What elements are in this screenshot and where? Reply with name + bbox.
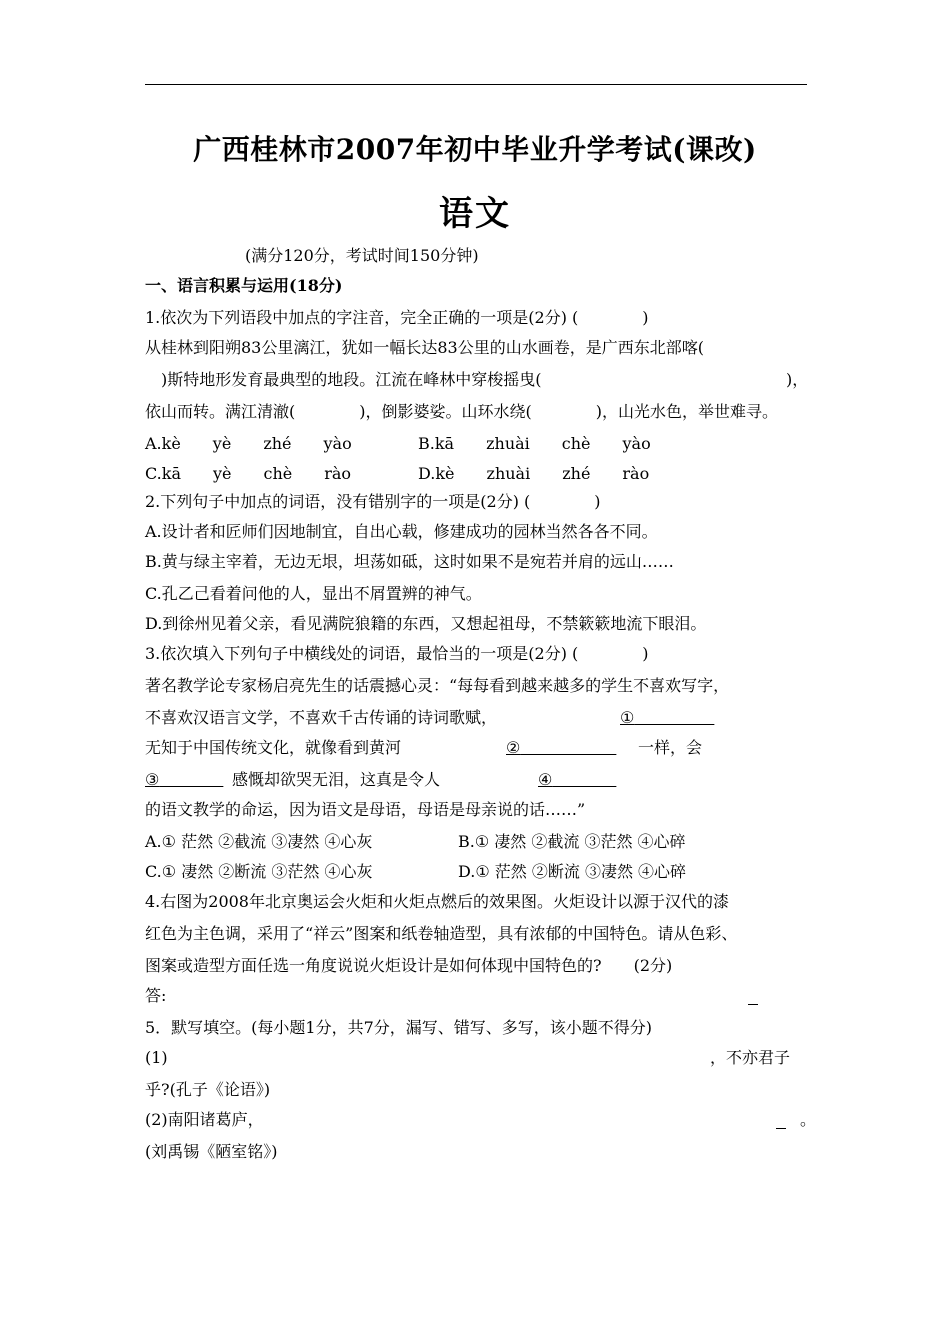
q5-item1-line2: 乎?(孔子《论语》) [145, 1080, 271, 1099]
q1-passage-line2-end: )， [786, 370, 809, 389]
q3-blank-2 [506, 738, 616, 758]
top-rule [145, 84, 807, 85]
q4-line3: 图案或造型方面任选一角度说说火炬设计是如何体现中国特色的? (2分) [145, 956, 673, 975]
q5-item1-number: (1) [145, 1048, 168, 1067]
q3-option-b: B.① 凄然 ②截流 ③茫然 ④心碎 [458, 832, 686, 851]
q4-answer-label: 答: [145, 986, 167, 1005]
q1-passage-line1: 从桂林到阳朔83公里漓江，犹如一幅长达83公里的山水画卷，是广西东北部喀( [145, 338, 704, 357]
q3-passage-line3-tail: 一样，会 [638, 738, 703, 757]
q1-stem: 1.依次为下列语段中加点的字注音，完全正确的一项是(2分) ( ) [145, 308, 649, 327]
section1-heading: 一、语言积累与运用(18分) [145, 276, 343, 295]
q3-option-c: C.① 凄然 ②断流 ③茫然 ④心灰 [145, 862, 373, 881]
q1-option-d: D.kè zhuài zhé rào [418, 464, 650, 483]
q2-stem: 2.下列句子中加点的词语，没有错别字的一项是(2分) ( ) [145, 492, 601, 511]
q3-blank-1 [620, 708, 714, 728]
q5-item2-blank[interactable] [776, 1110, 786, 1129]
exam-subject: 语文 [439, 194, 511, 234]
q1-passage-line2 [145, 370, 542, 390]
q3-blank-3-label: ③ [145, 770, 160, 789]
q3-blank-3 [145, 770, 223, 790]
q3-passage-line2: 不喜欢汉语言文学，不喜欢千古传诵的诗词歌赋， [145, 708, 498, 727]
exam-info: (满分120分，考试时间150分钟) [245, 246, 479, 265]
q5-item1-tail: ，不亦君子 [710, 1048, 791, 1067]
q2-option-d: D.到徐州见着父亲，看见满院狼籍的东西，又想起祖母，不禁簌簌地流下眼泪。 [145, 614, 707, 633]
q3-option-a: A.① 茫然 ②截流 ③凄然 ④心灰 [145, 832, 373, 851]
q3-option-d: D.① 茫然 ②断流 ③凄然 ④心碎 [458, 862, 687, 881]
q3-passage-line3: 无知于中国传统文化，就像看到黄河 [145, 738, 402, 757]
q3-blank-1-label: ① [620, 708, 635, 727]
q2-option-a: A.设计者和匠师们因地制宜，自出心载，修建成功的园林当然各各不同。 [145, 522, 658, 541]
q1-passage-line2-text: )斯特地形发育最典型的地段。江流在峰林中穿梭摇曳( [145, 370, 542, 389]
q5-stem: 5．默写填空。(每小题1分，共7分，漏写、错写、多写，该小题不得分) [145, 1018, 653, 1037]
q5-item2-tail: 。 [800, 1110, 817, 1129]
q1-passage-line3: 依山而转。满江清澈( )，倒影婆娑。山环水绕( )，山光水色，举世难寻。 [145, 402, 778, 421]
q1-option-a: A.kè yè zhé yào [145, 434, 352, 453]
q3-passage-line5: 的语文教学的命运，因为语文是母语，母语是母亲说的话……” [145, 800, 586, 819]
q1-option-c: C.kā yè chè rào [145, 464, 352, 483]
exam-title: 广西桂林市2007年初中毕业升学考试(课改) [193, 133, 757, 166]
q3-blank-2-label: ② [506, 738, 521, 757]
q4-answer-blank[interactable] [748, 986, 758, 1005]
q2-option-c: C.孔乙己看着问他的人，显出不屑置辨的神气。 [145, 584, 482, 603]
q2-option-b: B.黄与绿主宰着，无边无垠，坦荡如砥，这时如果不是宛若并肩的远山…… [145, 552, 674, 571]
q5-item2-line2: (刘禹锡《陋室铭》) [145, 1142, 278, 1161]
q3-passage-line4: 感慨却欲哭无泪，这真是令人 [232, 770, 441, 789]
q3-blank-4 [538, 770, 616, 790]
q5-item2-head: (2)南阳诸葛庐， [145, 1110, 264, 1129]
q3-stem: 3.依次填入下列句子中横线处的词语，最恰当的一项是(2分) ( ) [145, 644, 649, 663]
q4-line2: 红色为主色调，采用了“祥云”图案和纸卷轴造型，具有浓郁的中国特色。请从色彩、 [145, 924, 738, 943]
q3-blank-4-label: ④ [538, 770, 553, 789]
q3-passage-line1: 著名教学论专家杨启亮先生的话震撼心灵：“每每看到越来越多的学生不喜欢写字， [145, 676, 730, 695]
q4-line1: 4.右图为2008年北京奥运会火炬和火炬点燃后的效果图。火炬设计以源于汉代的漆 [145, 892, 729, 911]
q1-option-b: B.kā zhuài chè yào [418, 434, 651, 453]
